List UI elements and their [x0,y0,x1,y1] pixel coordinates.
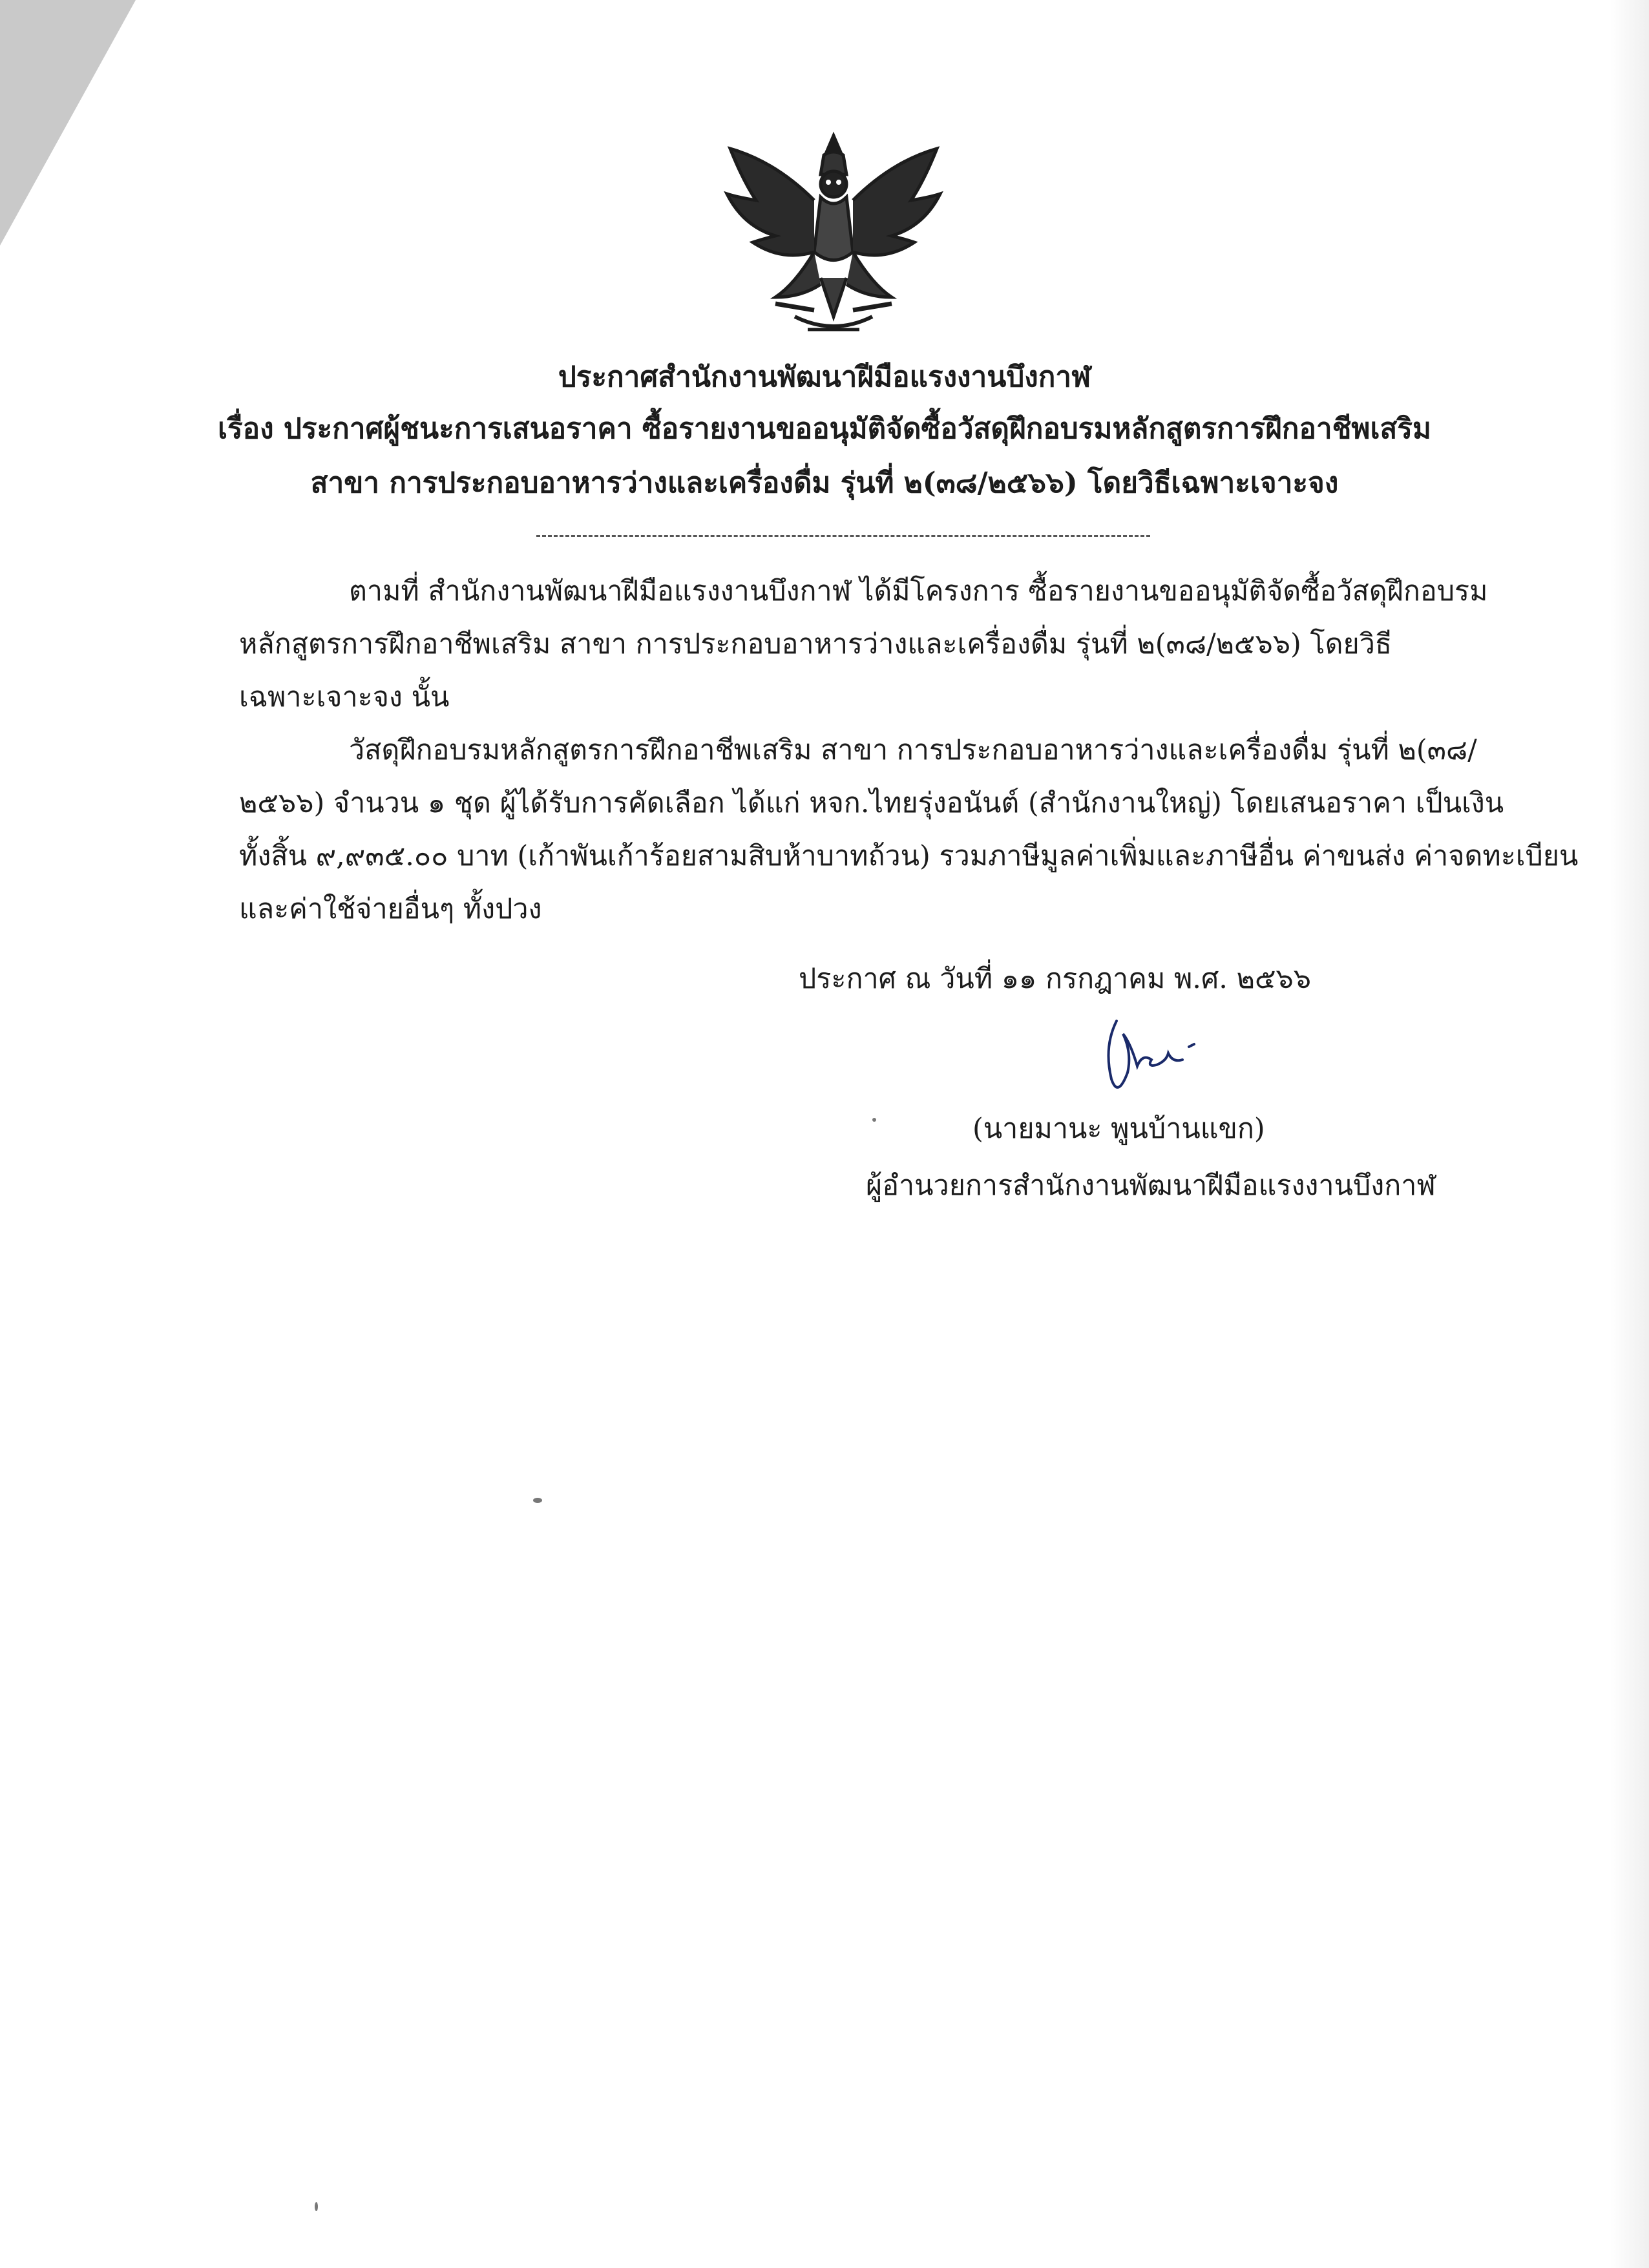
announcement-title: ประกาศสำนักงานพัฒนาฝีมือแรงงานบึงกาฬ [558,361,1091,394]
subject-line-2: สาขา การประกอบอาหารว่างและเครื่องดื่ม รุ่นที่ ๒(๓๘/๒๕๖๖) โดยวิธีเฉพาะเจาะจง [310,467,1339,499]
paragraph-2-line-3: ทั้งสิ้น ๙,๙๓๕.๐๐ บาท (เก้าพันเก้าร้อยสามสิบห้าบาทถ้วน) รวมภาษีมูลค่าเพิ่มและภาษีอื่น ค่าขนส่ง ค่าจดทะเบียน [239,840,1579,872]
title-divider [536,535,1150,537]
scan-speck [533,1498,542,1503]
signer-position: ผู้อำนวยการสำนักงานพัฒนาฝีมือแรงงานบึงกาฬ [866,1170,1436,1202]
paragraph-2-line-2: ๒๕๖๖) จำนวน ๑ ชุด ผู้ได้รับการคัดเลือก ได้แก่ หจก.ไทยรุ่งอนันต์ (สำนักงานใหญ่) โดยเสนอราคา เป็นเงิน [239,787,1504,819]
scan-speck [872,1118,876,1122]
paragraph-2-line-1: วัสดุฝึกอบรมหลักสูตรการฝึกอาชีพเสริม สาขา การประกอบอาหารว่างและเครื่องดื่ม รุ่นที่ ๒(๓๘/ [349,734,1477,766]
paragraph-2-line-4: และค่าใช้จ่ายอื่นๆ ทั้งปวง [239,893,542,925]
subject-line-1: เรื่อง ประกาศผู้ชนะการเสนอราคา ซื้อรายงานขออนุมัติจัดซื้อวัสดุฝึกอบรมหลักสูตรการฝึกอาชีพเสริม [218,412,1431,445]
garuda-emblem-icon [717,123,950,349]
scan-shadow-edge [1610,0,1649,2268]
paragraph-1-line-3: เฉพาะเจาะจง นั้น [239,681,450,713]
paragraph-1-line-1: ตามที่ สำนักงานพัฒนาฝีมือแรงงานบึงกาฬ ได้มีโครงการ ซื้อรายงานขออนุมัติจัดซื้อวัสดุฝึกอบรม [349,575,1488,607]
scan-shadow-corner [0,0,136,246]
announcement-date: ประกาศ ณ วันที่ ๑๑ กรกฎาคม พ.ศ. ๒๕๖๖ [799,963,1312,995]
signature-mark [1092,1008,1215,1105]
paragraph-1-line-2: หลักสูตรการฝึกอาชีพเสริม สาขา การประกอบอาหารว่างและเครื่องดื่ม รุ่นที่ ๒(๓๘/๒๕๖๖) โดยวิธี [239,628,1392,660]
signer-name: (นายมานะ พูนบ้านแขก) [972,1113,1265,1145]
scan-speck [315,2202,318,2211]
